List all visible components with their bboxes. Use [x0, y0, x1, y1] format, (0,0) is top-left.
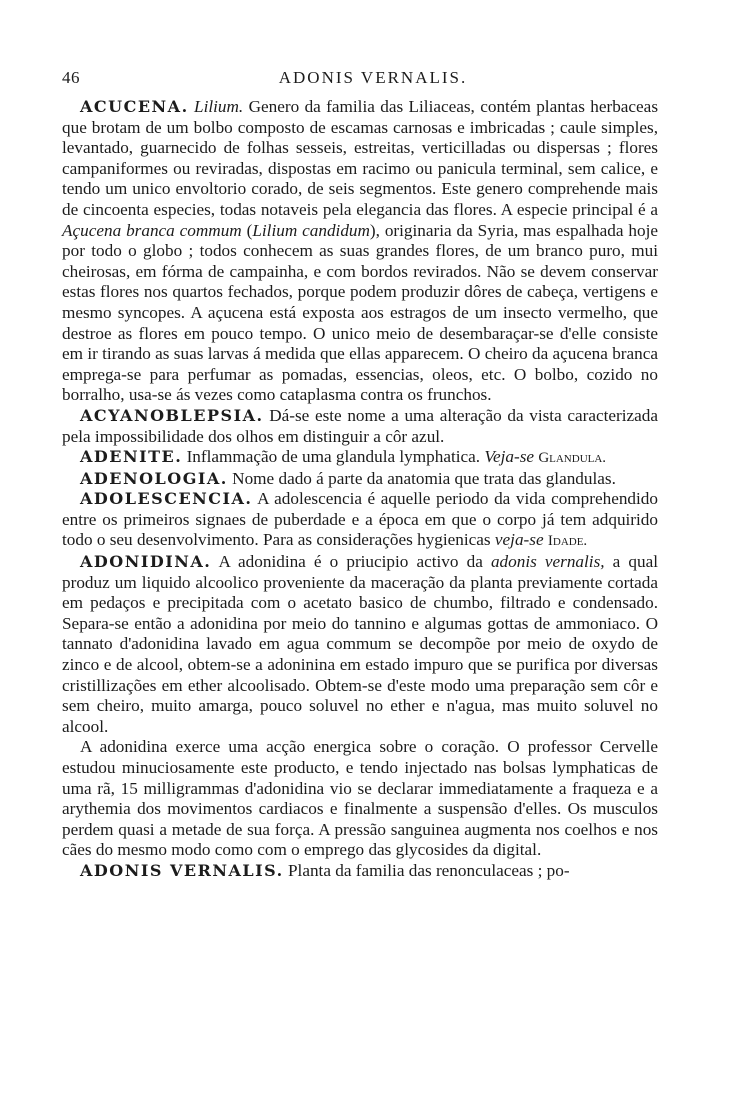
- italic-text: veja-se: [494, 530, 544, 550]
- entry-text: Genero da familia das Liliaceas, contém plantas herbaceas que brotam de um bolbo composto de escamas carnosas e imbricadas ; caule simples, levantado, guarnecido de folhas sesseis, estreitas, verticilladas ou dispersas ; flores campaniformes ou reviradas, dispostas em racimo ou panicula terminal, sem calice, e tendo um unico envoltorio corado, de seis segmentos. Este genero comprehende mais de cincoenta especies, todas notaveis pela elegancia das flores. A especie principal é a: [62, 97, 659, 219]
- dictionary-entry: [62, 97, 658, 406]
- dictionary-entry: [62, 489, 658, 552]
- dictionary-entry: [62, 447, 658, 469]
- page-number: 46: [62, 68, 80, 87]
- italic-text: Lilium.: [188, 97, 244, 116]
- entry-text: A adolescencia é aquelle periodo da vida comprehendido entre os primeiros signaes de puberdade e a época em que o corpo já tem adquirido todo o seu desenvolvimento. Para as considerações hygienicas: [62, 489, 658, 550]
- entry-text: (: [241, 220, 253, 240]
- entry-text: Dá-se este nome a uma alteração da vista caracterizada pela impossibilidade dos olhos em distinguir a côr azul.: [62, 405, 658, 446]
- entry-headword: ADONIDINA.: [80, 552, 212, 572]
- dictionary-entry: [62, 552, 658, 737]
- entry-text: Nome dado á parte da anatomia que trata das glandulas.: [227, 468, 616, 488]
- dictionary-body: [62, 97, 658, 882]
- entry-continuation-paragraph: [62, 737, 658, 861]
- cross-reference: Idade.: [547, 533, 588, 550]
- dictionary-entry: [62, 469, 658, 490]
- entry-text: A adonidina exerce uma acção energica sobre o coração. O professor Cervelle estudou minuciosamente este producto, e tendo injectado nas bolsas lymphaticas de uma rã, 15 milligrammas d'adonidina vio se declarar immediatamente a fraqueza e a arythemia dos movimentos cardiacos e finalmente a suspensão d'elles. Os musculos perdem quasi a metade de sua força. A pressão sanguinea augmenta nos coelhos e nos cães do mesmo modo como com o emprego das glycosides da digital.: [62, 737, 658, 860]
- entry-headword: ACUCENA.: [80, 97, 189, 116]
- entry-headword: ADONIS VERNALIS.: [80, 860, 284, 880]
- dictionary-entry: [62, 861, 658, 882]
- entry-text: Inflammação de uma glandula lymphatica.: [182, 447, 485, 467]
- running-head: ADONIS VERNALIS.: [278, 68, 468, 87]
- entry-headword: ADENITE.: [80, 447, 183, 467]
- page-header: [62, 68, 684, 90]
- cross-reference: Glandula.: [538, 450, 607, 467]
- entry-headword: ADOLESCENCIA.: [80, 489, 253, 509]
- entry-text: A adonidina é o priucipio activo da: [211, 552, 491, 572]
- italic-text: adonis vernalis,: [490, 552, 605, 572]
- italic-text: Lilium candidum: [252, 220, 370, 240]
- italic-text: Açucena branca commum: [62, 220, 242, 240]
- entry-text: Planta da familia das renonculaceas ; po-: [283, 860, 570, 880]
- entry-headword: ACYANOBLEPSIA.: [80, 405, 264, 425]
- entry-headword: ADENOLOGIA.: [80, 468, 228, 488]
- entry-text: a qual produz um liquido alcoolico proveniente da maceração da planta previamente cortada em pedaços e precipitada com o acetato basico de chumbo, filtrado e condensado. Separa-se então a adonidina por meio do tannino e algumas gottas de ammoniaco. O tannato d'adonidina lavado em agua commum se decompõe por meio de oxydo de zinco e de alcool, obtem-se a adoninina em estado impuro que se purifica por diversas cristillizações em ether alcoolisado. Obtem-se d'este modo uma preparação sem côr e sem cheiro, muito amarga, pouco soluvel no ether e n'agua, mas muito soluvel no alcool.: [62, 552, 658, 736]
- italic-text: Veja-se: [484, 447, 535, 467]
- entry-text: ), originaria da Syria, mas espalhada hoje por todo o globo ; todos conhecem as suas grandes flores, de um branco puro, mui cheirosas, em fórma de campainha, e com bordos revirados. Não se devem conservar estas flores nos quartos fechados, porque podem produzir dôres de cabeça, vertigens e mesmo syncopes. A açucena está exposta aos estragos de um insecto vermelho, que destroe as flores em pouco tempo. O unico meio de desembaraçar-se d'elle consiste em ir tirando as suas larvas á medida que ellas apparecem. O cheiro da açucena branca emprega-se para perfumar as pomadas, essencias, oleos, etc. O bolbo, cozido no borralho, usa-se ás vezes como cataplasma contra os frunchos.: [62, 220, 658, 405]
- dictionary-entry: [62, 406, 658, 447]
